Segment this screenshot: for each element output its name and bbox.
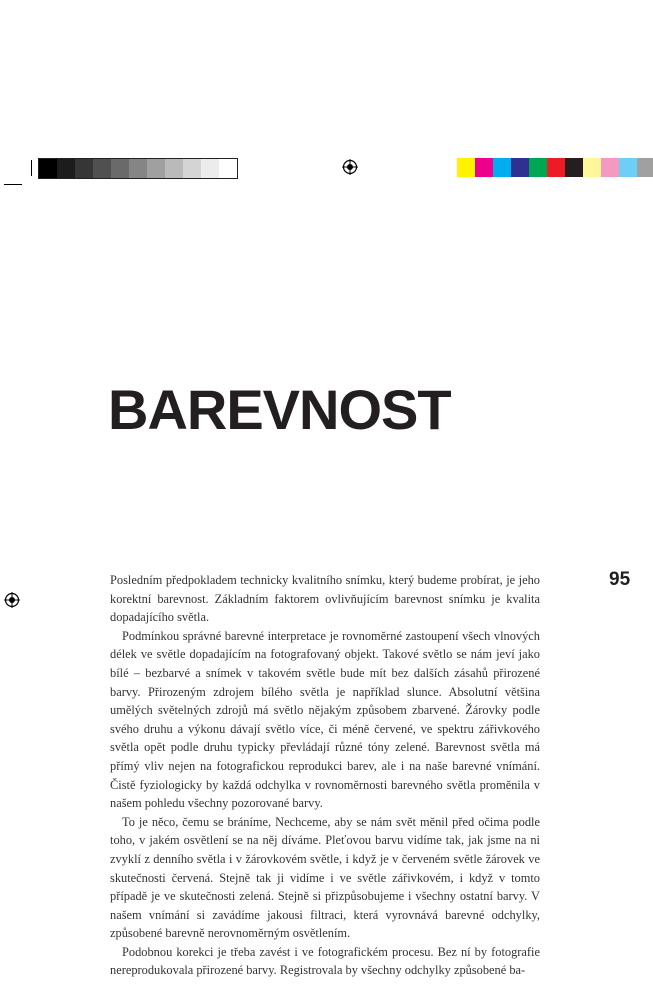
paragraph: Posledním předpokladem technicky kvalitního snímku, který budeme probírat, je jeho korektní barevnost. Základním faktorem ovlivňujícím barevnost snímku je kvalita dopadajícího světla.: [110, 573, 540, 625]
registration-mark-icon: [342, 159, 358, 175]
color-swatch: [219, 159, 237, 178]
color-swatch: [457, 158, 475, 177]
color-swatch: [547, 158, 565, 177]
color-swatch: [165, 159, 183, 178]
paragraph: To je něco, čemu se bráníme, Nechceme, aby se nám svět měnil před očima podle toho, v jakém osvětlení se na něj díváme. Pleťovou barvu vidíme tak, jak jsme na ni zvyklí z denního světla i v žárovkovém světle, i když je v červeném světle žárovek ve skutečnosti červená. Stejně tak ji vidíme i ve světle zářivkovém, i když v tomto případě je ve skutečnosti zelená. Stejně si přizpůsobujeme i všechny ostatní barvy. V našem vnímání si zavádíme jakousi filtraci, která vyrovnává barevné odchylky, způsobené barevně nerovnoměrným osvětlením.: [110, 814, 540, 941]
crop-mark-vertical: [31, 160, 32, 176]
crop-mark-horizontal: [4, 184, 22, 185]
color-swatch: [511, 158, 529, 177]
color-swatch: [619, 158, 637, 177]
color-swatch: [75, 159, 93, 178]
page-number: 95: [609, 569, 631, 590]
color-swatch: [57, 159, 75, 178]
paragraph: Podmínkou správné barevné interpretace je rovnoměrné zastoupení všech vlnových délek ve světle dopadajícím na fotografovaný objekt. Takové světlo se nám jeví jako bílé – bezbarvé a snímek v takovém světle bude mít bez dalších zásahů přirozené barvy. Přirozeným zdrojem bílého světla je například slunce. Absolutní většina umělých světelných zdrojů má světlo nějakým způsobem zbarvené. Žárovky podle svého druhu a výkonu dávají světlo více, či méně červené, ve spektru zářivkového světla opět podle druhu typicky převládají různé tóny zelené. Barevnost světla má přímý vliv nejen na fotografickou reprodukci barev, ale i na naše barevné vnímání. Čistě fyziologicky by každá odchylka v rovnoměrnosti barevného světla proměnila v našem pohledu všechny pozorované barvy.: [110, 628, 540, 811]
registration-mark-icon: [4, 592, 20, 608]
color-swatch: [583, 158, 601, 177]
color-swatch: [129, 159, 147, 178]
color-swatch: [529, 158, 547, 177]
color-calibration-strip: [457, 158, 653, 177]
color-swatch: [637, 158, 653, 177]
color-swatch: [111, 159, 129, 178]
color-swatch: [93, 159, 111, 178]
color-swatch: [565, 158, 583, 177]
grayscale-calibration-strip: [38, 158, 238, 179]
color-swatch: [201, 159, 219, 178]
color-swatch: [475, 158, 493, 177]
color-swatch: [39, 159, 57, 178]
paragraph: Podobnou korekci je třeba zavést i ve fotografickém procesu. Bez ní by fotografie nereprodukovala přirozené barvy. Registrovala by všechny odchylky způsobené ba-: [110, 944, 540, 978]
body-text: [110, 571, 540, 980]
page-title: BAREVNOST: [108, 378, 451, 441]
color-swatch: [601, 158, 619, 177]
color-swatch: [493, 158, 511, 177]
color-swatch: [147, 159, 165, 178]
color-swatch: [183, 159, 201, 178]
